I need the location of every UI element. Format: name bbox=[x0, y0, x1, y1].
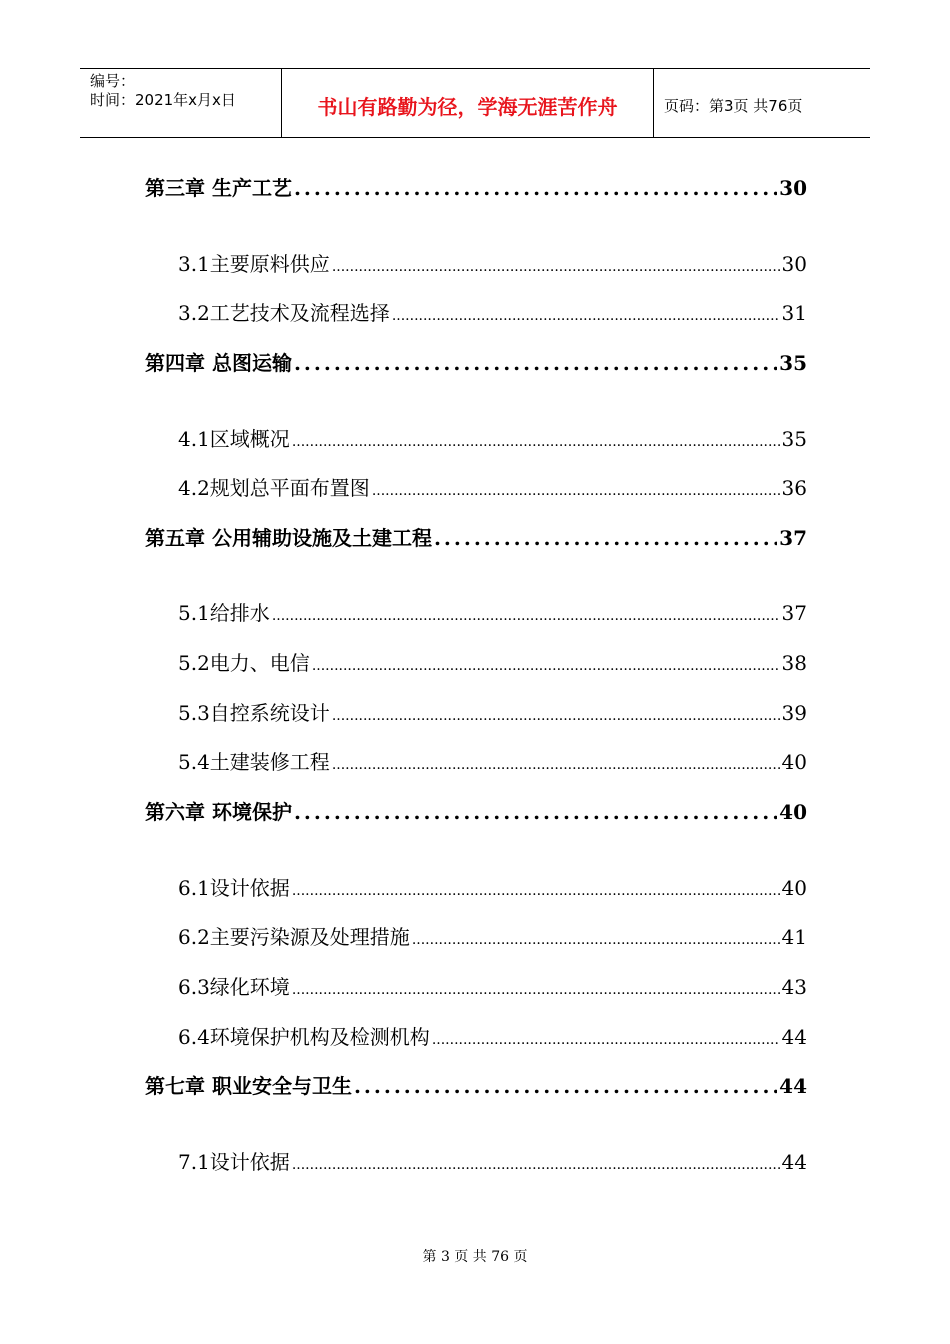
page-footer: 第 3 页 共 76 页 bbox=[422, 1249, 528, 1265]
toc-section-entry[interactable] bbox=[145, 647, 807, 676]
toc-dot-leader bbox=[294, 176, 777, 200]
toc-entry-page: 40 bbox=[779, 800, 807, 824]
toc-section-entry[interactable] bbox=[145, 1021, 807, 1050]
toc-dot-leader bbox=[294, 351, 777, 375]
toc-section-entry[interactable] bbox=[145, 472, 807, 501]
toc-entry-title: 5.2电力、电信 bbox=[178, 651, 310, 675]
toc-dot-leader bbox=[294, 800, 777, 824]
toc-entry-title: 6.1设计依据 bbox=[178, 876, 290, 900]
toc-dot-leader bbox=[292, 975, 780, 999]
toc-entry-page: 41 bbox=[781, 925, 807, 949]
toc-dot-leader bbox=[272, 601, 780, 625]
toc-entry-page: 31 bbox=[781, 301, 807, 325]
toc-entry-title: 6.3绿化环境 bbox=[178, 975, 290, 999]
toc-entry-page: 43 bbox=[781, 975, 807, 999]
toc-entry-title: 3.1主要原料供应 bbox=[178, 252, 330, 276]
toc-section-entry[interactable] bbox=[145, 872, 807, 901]
toc-section-entry[interactable] bbox=[145, 297, 807, 326]
toc-section-entry[interactable] bbox=[145, 597, 807, 626]
toc-entry-title: 第三章 生产工艺 bbox=[145, 176, 292, 200]
toc-chapter-entry[interactable] bbox=[145, 1070, 807, 1099]
toc-entry-title: 5.4土建装修工程 bbox=[178, 750, 330, 774]
toc-entry-title: 7.1设计依据 bbox=[178, 1150, 290, 1174]
toc-section-entry[interactable] bbox=[145, 1146, 807, 1175]
toc-entry-title: 5.3自控系统设计 bbox=[178, 701, 330, 725]
toc-section-entry[interactable] bbox=[145, 921, 807, 950]
toc-dot-leader bbox=[332, 252, 780, 276]
toc-chapter-entry[interactable] bbox=[145, 172, 807, 201]
toc-chapter-entry[interactable] bbox=[145, 522, 807, 551]
toc-entry-page: 38 bbox=[781, 651, 807, 675]
toc-dot-leader bbox=[434, 526, 777, 550]
toc-entry-page: 35 bbox=[781, 427, 807, 451]
toc-dot-leader bbox=[372, 476, 780, 500]
toc-entry-page: 37 bbox=[781, 601, 807, 625]
toc-section-entry[interactable] bbox=[145, 248, 807, 277]
toc-dot-leader bbox=[332, 750, 780, 774]
toc-entry-title: 6.4环境保护机构及检测机构 bbox=[178, 1025, 430, 1049]
header-meta bbox=[80, 69, 282, 137]
toc-entry-title: 3.2工艺技术及流程选择 bbox=[178, 301, 390, 325]
toc-entry-title: 第五章 公用辅助设施及土建工程 bbox=[145, 526, 432, 550]
toc-entry-title: 4.1区域概况 bbox=[178, 427, 290, 451]
toc-entry-title: 4.2规划总平面布置图 bbox=[178, 476, 370, 500]
header-motto: 书山有路勤为径，学海无涯苦作舟 bbox=[282, 69, 654, 137]
toc-dot-leader bbox=[332, 701, 780, 725]
toc-entry-page: 44 bbox=[781, 1150, 807, 1174]
toc-dot-leader bbox=[412, 925, 780, 949]
toc-entry-title: 第六章 环境保护 bbox=[145, 800, 292, 824]
page-header bbox=[80, 68, 870, 138]
toc-section-entry[interactable] bbox=[145, 971, 807, 1000]
toc-dot-leader bbox=[432, 1025, 780, 1049]
toc-chapter-entry[interactable] bbox=[145, 796, 807, 825]
toc-entry-page: 44 bbox=[779, 1074, 807, 1098]
toc-entry-page: 44 bbox=[781, 1025, 807, 1049]
toc-entry-page: 37 bbox=[779, 526, 807, 550]
toc-entry-page: 36 bbox=[781, 476, 807, 500]
toc-dot-leader bbox=[292, 876, 780, 900]
toc-section-entry[interactable] bbox=[145, 746, 807, 775]
toc-entry-page: 40 bbox=[781, 876, 807, 900]
toc-entry-page: 39 bbox=[781, 701, 807, 725]
toc-entry-page: 40 bbox=[781, 750, 807, 774]
toc-dot-leader bbox=[392, 301, 780, 325]
toc-dot-leader bbox=[312, 651, 780, 675]
toc-section-entry[interactable] bbox=[145, 423, 807, 452]
toc-section-entry[interactable] bbox=[145, 697, 807, 726]
toc-entry-page: 30 bbox=[781, 252, 807, 276]
toc-entry-page: 30 bbox=[779, 176, 807, 200]
toc-entry-title: 第四章 总图运输 bbox=[145, 351, 292, 375]
toc-entry-page: 35 bbox=[779, 351, 807, 375]
toc-entry-title: 5.1给排水 bbox=[178, 601, 270, 625]
document-time-label: 时间：2021年x月x日 bbox=[90, 91, 236, 109]
toc-entry-title: 6.2主要污染源及处理措施 bbox=[178, 925, 410, 949]
toc-dot-leader bbox=[292, 427, 780, 451]
document-number-label: 编号： bbox=[90, 72, 136, 90]
header-page-label: 页码：第3页 共76页 bbox=[664, 96, 803, 115]
toc-entry-title: 第七章 职业安全与卫生 bbox=[145, 1074, 352, 1098]
toc-chapter-entry[interactable] bbox=[145, 347, 807, 376]
toc-dot-leader bbox=[354, 1074, 777, 1098]
toc-dot-leader bbox=[292, 1150, 780, 1174]
